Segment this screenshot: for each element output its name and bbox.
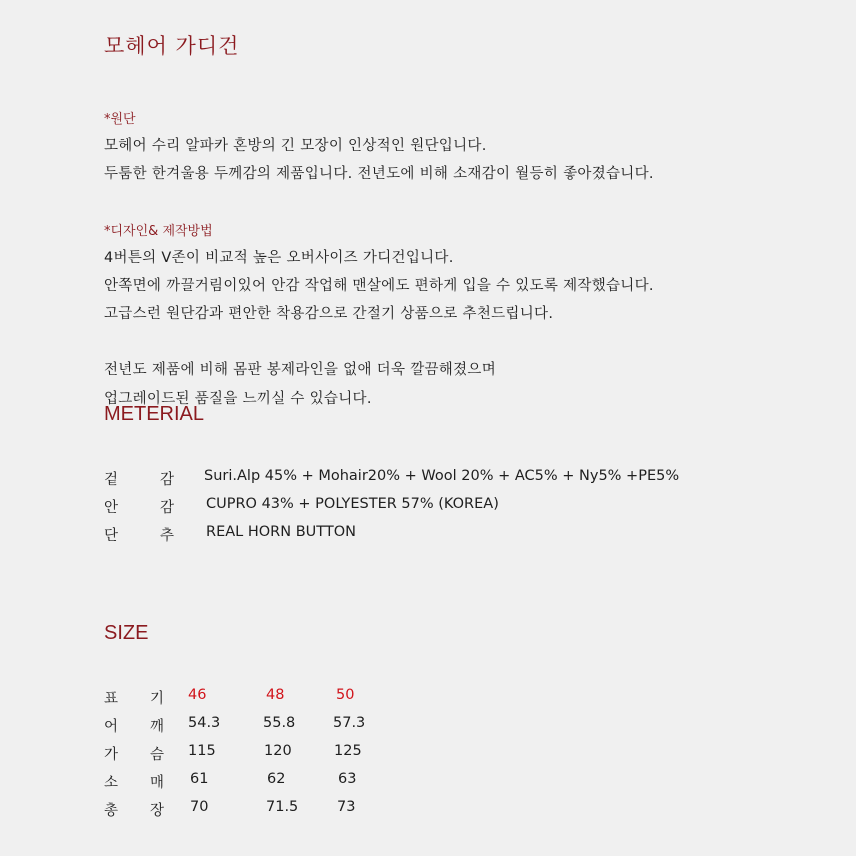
size-value: 57.3 (333, 715, 366, 731)
size-key-2: 장 (150, 803, 165, 819)
size-value: 125 (334, 743, 362, 759)
size-value: 120 (264, 743, 292, 759)
size-key-1: 어 (104, 719, 119, 735)
size-value: 63 (338, 771, 357, 787)
size-key-1: 총 (104, 803, 119, 819)
material-key-1: 단 (104, 528, 119, 544)
fabric-line: 두툼한 한겨울용 두께감의 제품입니다. 전년도에 비해 소재감이 월등히 좋아졌습니다. (104, 166, 654, 182)
fabric-line: 모헤어 수리 알파카 혼방의 긴 모장이 인상적인 원단입니다. (104, 138, 487, 154)
size-value: 62 (267, 771, 286, 787)
size-value: 71.5 (266, 799, 299, 815)
design-line: 4버튼의 V존이 비교적 높은 오버사이즈 가디건입니다. (104, 250, 454, 266)
size-key-2: 매 (150, 775, 165, 791)
material-key-1: 안 (104, 500, 119, 516)
size-key-2: 슴 (150, 747, 165, 763)
material-value: CUPRO 43% + POLYESTER 57% (KOREA) (206, 496, 499, 512)
design-line: 고급스런 원단감과 편안한 착용감으로 간절기 상품으로 추천드립니다. (104, 306, 554, 322)
material-key-1: 겉 (104, 472, 119, 488)
size-value: 115 (188, 743, 216, 759)
size-key-2: 기 (150, 691, 165, 707)
material-key-2: 추 (160, 528, 175, 544)
size-value: 61 (190, 771, 209, 787)
material-value: Suri.Alp 45% + Mohair20% + Wool 20% + AC5% + Ny5% +PE5% (204, 468, 680, 484)
size-col-header: 48 (266, 687, 285, 703)
size-key-1: 가 (104, 747, 119, 763)
size-key-1: 표 (104, 691, 119, 707)
size-value: 70 (190, 799, 209, 815)
material-key-2: 감 (160, 472, 175, 488)
size-col-header: 46 (188, 687, 207, 703)
material-heading: METERIAL (104, 403, 205, 425)
fabric-heading: *원단 (104, 112, 136, 127)
size-heading: SIZE (104, 622, 149, 644)
design-line: 안쪽면에 까끌거림이있어 안감 작업해 맨살에도 편하게 입을 수 있도록 제작했습니다. (104, 278, 654, 294)
material-value: REAL HORN BUTTON (206, 524, 356, 540)
size-value: 73 (337, 799, 356, 815)
size-col-header: 50 (336, 687, 355, 703)
size-value: 54.3 (188, 715, 221, 731)
design-line: 전년도 제품에 비해 몸판 봉제라인을 없애 더욱 깔끔해졌으며 (104, 362, 497, 378)
size-key-2: 깨 (150, 719, 165, 735)
design-line: 업그레이드된 품질을 느끼실 수 있습니다. (104, 391, 372, 407)
size-value: 55.8 (263, 715, 296, 731)
design-heading: *디자인& 제작방법 (104, 224, 213, 239)
page-title: 모헤어 가디건 (104, 34, 240, 58)
material-key-2: 감 (160, 500, 175, 516)
size-key-1: 소 (104, 775, 119, 791)
